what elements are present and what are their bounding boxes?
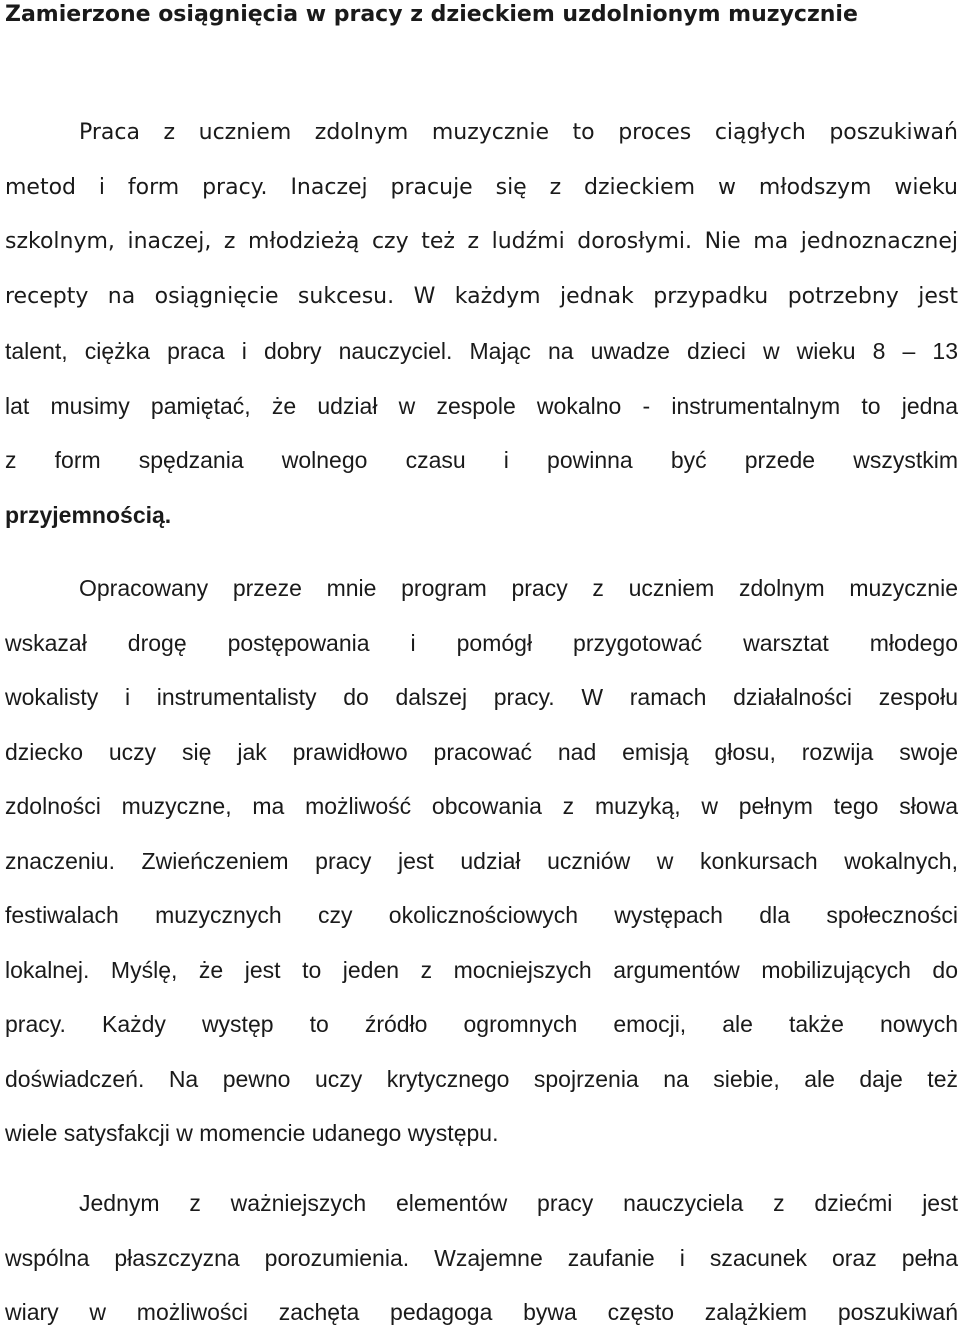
paragraph-line: wskazał drogę postępowania i pomógł przygotować warsztat młodego xyxy=(5,629,958,656)
paragraph-line: wiary w możliwości zachęta pedagoga bywa często zalążkiem poszukiwań xyxy=(5,1299,958,1325)
paragraph-line: wiele satysfakcji w momencie udanego występu. xyxy=(5,1120,499,1146)
paragraph-line: talent, ciężka praca i dobry nauczyciel. Mając na uwadze dzieci w wieku 8 – 13 xyxy=(5,338,958,364)
paragraph-line: wokalisty i instrumentalisty do dalszej pracy. W ramach działalności zespołu xyxy=(5,684,958,710)
paragraph-line: Opracowany przeze mnie program pracy z uczniem zdolnym muzycznie xyxy=(79,575,958,601)
paragraph-line: lokalnej. Myślę, że jest to jeden z mocniejszych argumentów mobilizujących do xyxy=(5,956,958,983)
paragraph-line: Jednym z ważniejszych elementów pracy nauczyciela z dziećmi jest xyxy=(79,1190,958,1216)
paragraph-line: przyjemnością. xyxy=(5,501,172,528)
paragraph-line: z form spędzania wolnego czasu i powinna być przede wszystkim xyxy=(5,447,958,473)
paragraph-line: wspólna płaszczyzna porozumienia. Wzajemne zaufanie i szacunek oraz pełna xyxy=(5,1244,958,1271)
paragraph-line: pracy. Każdy występ to źródło ogromnych emocji, ale także nowych xyxy=(5,1011,958,1037)
document-title: Zamierzone osiągnięcia w pracy z dzieckiem uzdolnionym muzycznie xyxy=(5,2,858,27)
paragraph-line: szkolnym, inaczej, z młodzieżą czy też z ludźmi dorosłymi. Nie ma jednoznacznej xyxy=(5,229,958,254)
paragraph-line: znaczeniu. Zwieńczeniem pracy jest udział uczniów w konkursach wokalnych, xyxy=(5,847,958,874)
paragraph-2 xyxy=(0,561,960,1161)
paragraph-line: doświadczeń. Na pewno uczy krytycznego spojrzenia na siebie, ale daje też xyxy=(5,1065,958,1092)
paragraph-line: metod i form pracy. Inaczej pracuje się z dzieckiem w młodszym wieku xyxy=(5,174,958,200)
paragraph-line: lat musimy pamiętać, że udział w zespole wokalno - instrumentalnym to jedna xyxy=(5,392,958,419)
paragraph-line: dziecko uczy się jak prawidłowo pracować nad emisją głosu, rozwija swoje xyxy=(5,738,958,765)
paragraph-line: festiwalach muzycznych czy okolicznościowych występach dla społeczności xyxy=(5,902,958,928)
paragraph-1 xyxy=(0,106,960,542)
paragraph-line: zdolności muzyczne, ma możliwość obcowania z muzyką, w pełnym tego słowa xyxy=(5,793,958,819)
paragraph-3 xyxy=(0,1176,960,1329)
paragraph-line: Praca z uczniem zdolnym muzycznie to proces ciągłych poszukiwań xyxy=(79,120,958,145)
paragraph-line: recepty na osiągnięcie sukcesu. W każdym jednak przypadku potrzebny jest xyxy=(5,283,958,309)
